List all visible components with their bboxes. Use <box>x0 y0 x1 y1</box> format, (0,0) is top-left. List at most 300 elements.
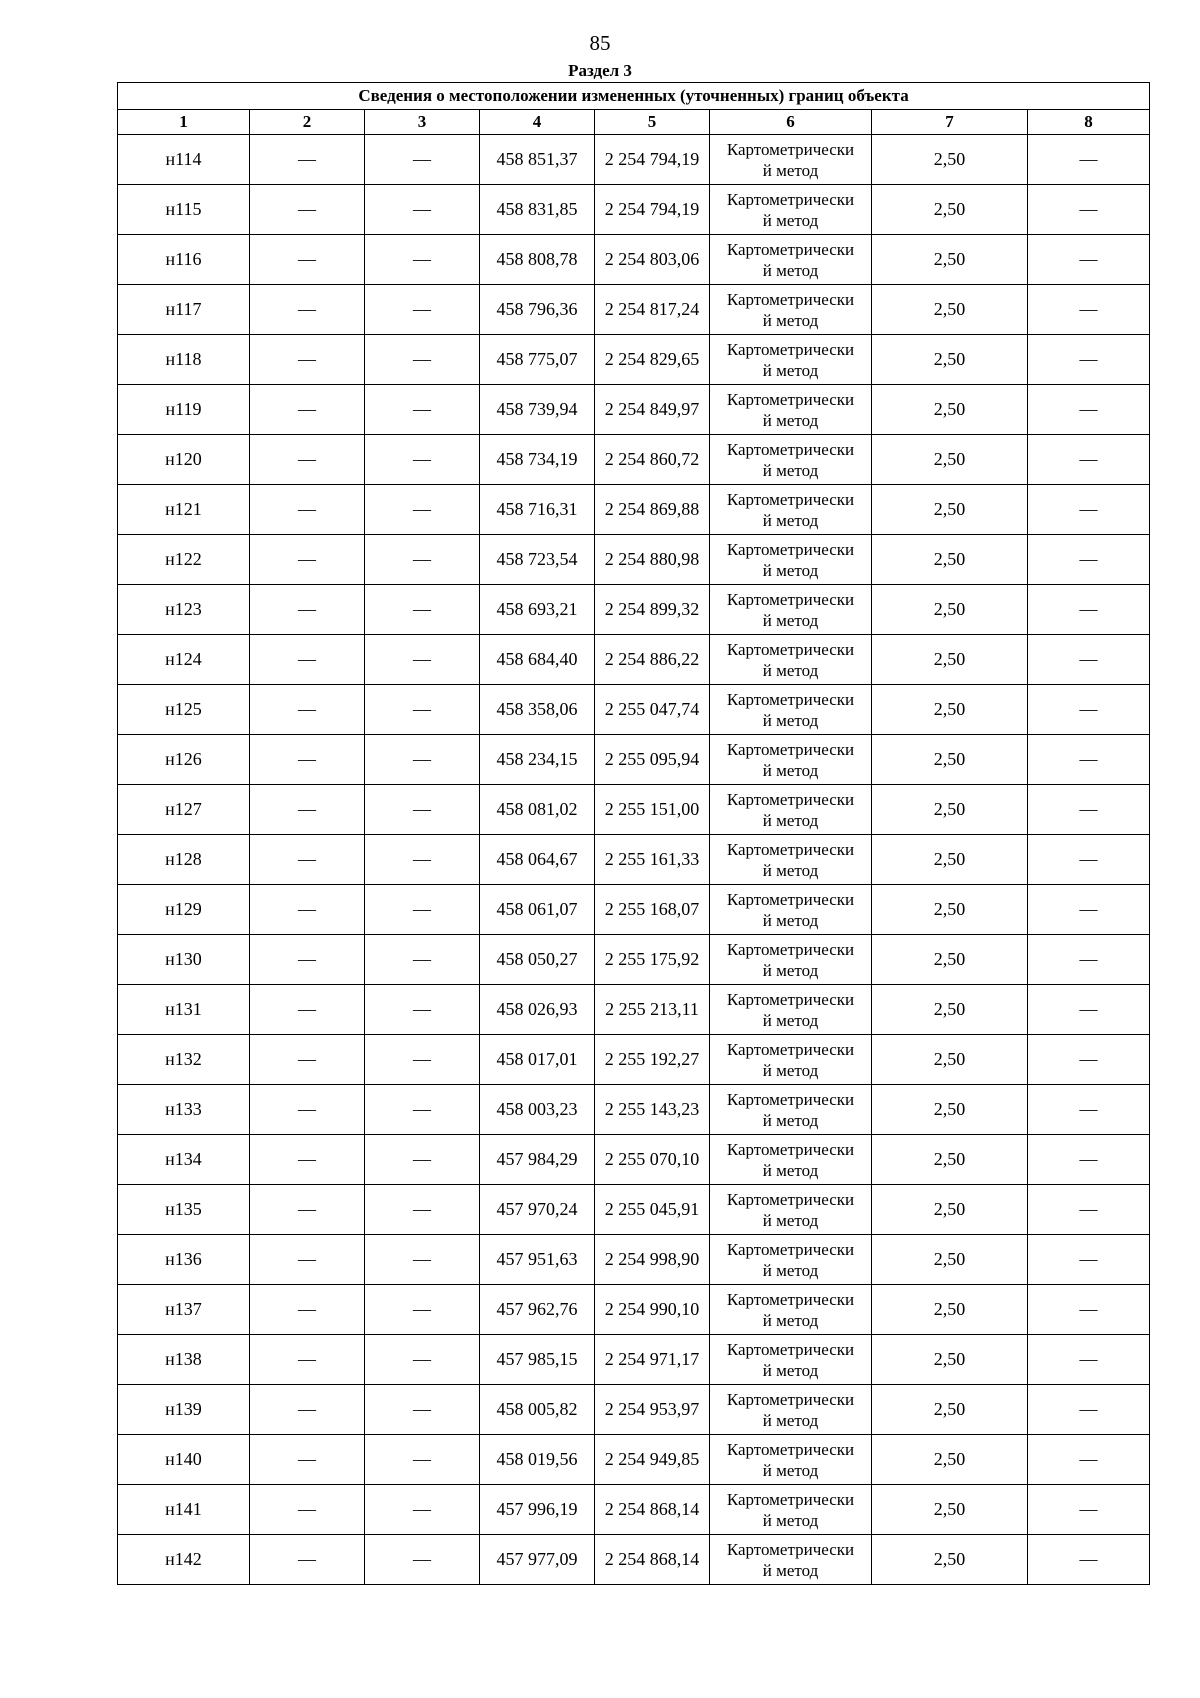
cell-col-2: — <box>250 185 365 235</box>
method-text-line: й метод <box>762 660 819 680</box>
cell-col-8: — <box>1028 1535 1150 1585</box>
cell-col-8: — <box>1028 835 1150 885</box>
method-text-line: й метод <box>762 1310 819 1330</box>
cell-col-8: — <box>1028 485 1150 535</box>
method-text-line: Картометрически <box>726 539 855 559</box>
table-row <box>118 285 1150 335</box>
cell-col-8: — <box>1028 385 1150 435</box>
table-row <box>118 1485 1150 1535</box>
accuracy-cell: 2,50 <box>872 1085 1028 1135</box>
accuracy-cell: 2,50 <box>872 635 1028 685</box>
x-coordinate-cell: 458 358,06 <box>480 685 595 735</box>
table-row <box>118 335 1150 385</box>
cell-col-3: — <box>365 1135 480 1185</box>
method-cell <box>710 1535 872 1585</box>
accuracy-cell: 2,50 <box>872 835 1028 885</box>
method-cell <box>710 935 872 985</box>
cell-col-2: — <box>250 1085 365 1135</box>
cell-col-8: — <box>1028 635 1150 685</box>
point-number-cell: н123 <box>118 585 250 635</box>
method-text-line: й метод <box>762 1510 819 1530</box>
table-row <box>118 1335 1150 1385</box>
method-cell <box>710 685 872 735</box>
cell-col-2: — <box>250 535 365 585</box>
boundary-coordinates-table <box>117 82 1150 1585</box>
method-cell <box>710 1235 872 1285</box>
column-number: 1 <box>118 110 250 135</box>
method-text-line: й метод <box>762 1260 819 1280</box>
method-text-line: Картометрически <box>726 589 855 609</box>
cell-col-2: — <box>250 335 365 385</box>
method-cell <box>710 1285 872 1335</box>
cell-col-2: — <box>250 1435 365 1485</box>
method-text-line: й метод <box>762 1460 819 1480</box>
cell-col-8: — <box>1028 785 1150 835</box>
x-coordinate-cell: 457 985,15 <box>480 1335 595 1385</box>
cell-col-8: — <box>1028 1385 1150 1435</box>
point-number-cell: н141 <box>118 1485 250 1535</box>
y-coordinate-cell: 2 254 886,22 <box>595 635 710 685</box>
table-row <box>118 835 1150 885</box>
method-text-line: й метод <box>762 960 819 980</box>
method-cell <box>710 985 872 1035</box>
x-coordinate-cell: 458 851,37 <box>480 135 595 185</box>
cell-col-2: — <box>250 1335 365 1385</box>
method-text-line: й метод <box>762 260 819 280</box>
point-number-cell: н129 <box>118 885 250 935</box>
cell-col-2: — <box>250 785 365 835</box>
column-number: 2 <box>250 110 365 135</box>
cell-col-2: — <box>250 835 365 885</box>
method-text-line: й метод <box>762 1010 819 1030</box>
y-coordinate-cell: 2 255 151,00 <box>595 785 710 835</box>
accuracy-cell: 2,50 <box>872 885 1028 935</box>
method-cell <box>710 885 872 935</box>
cell-col-8: — <box>1028 1085 1150 1135</box>
y-coordinate-cell: 2 254 860,72 <box>595 435 710 485</box>
point-number-cell: н137 <box>118 1285 250 1335</box>
cell-col-3: — <box>365 885 480 935</box>
point-number-cell: н140 <box>118 1435 250 1485</box>
table-row <box>118 985 1150 1035</box>
point-number-cell: н119 <box>118 385 250 435</box>
y-coordinate-cell: 2 255 192,27 <box>595 1035 710 1085</box>
cell-col-8: — <box>1028 985 1150 1035</box>
cell-col-8: — <box>1028 735 1150 785</box>
method-cell <box>710 635 872 685</box>
cell-col-3: — <box>365 235 480 285</box>
x-coordinate-cell: 458 796,36 <box>480 285 595 335</box>
method-cell <box>710 835 872 885</box>
point-number-cell: н138 <box>118 1335 250 1385</box>
y-coordinate-cell: 2 254 794,19 <box>595 185 710 235</box>
method-text-line: Картометрически <box>726 1039 855 1059</box>
method-text-line: й метод <box>762 1160 819 1180</box>
table-row <box>118 1435 1150 1485</box>
y-coordinate-cell: 2 254 990,10 <box>595 1285 710 1335</box>
x-coordinate-cell: 458 026,93 <box>480 985 595 1035</box>
point-number-cell: н142 <box>118 1535 250 1585</box>
cell-col-8: — <box>1028 1285 1150 1335</box>
x-coordinate-cell: 458 050,27 <box>480 935 595 985</box>
method-text-line: Картометрически <box>726 389 855 409</box>
table-row <box>118 1135 1150 1185</box>
method-cell <box>710 435 872 485</box>
method-text-line: й метод <box>762 1560 819 1580</box>
cell-col-8: — <box>1028 1235 1150 1285</box>
accuracy-cell: 2,50 <box>872 185 1028 235</box>
cell-col-3: — <box>365 1435 480 1485</box>
y-coordinate-cell: 2 254 899,32 <box>595 585 710 635</box>
method-text-line: й метод <box>762 210 819 230</box>
accuracy-cell: 2,50 <box>872 1385 1028 1435</box>
cell-col-3: — <box>365 1385 480 1435</box>
y-coordinate-cell: 2 254 869,88 <box>595 485 710 535</box>
y-coordinate-cell: 2 254 998,90 <box>595 1235 710 1285</box>
accuracy-cell: 2,50 <box>872 1185 1028 1235</box>
accuracy-cell: 2,50 <box>872 735 1028 785</box>
x-coordinate-cell: 458 003,23 <box>480 1085 595 1135</box>
method-text-line: Картометрически <box>726 939 855 959</box>
y-coordinate-cell: 2 254 971,17 <box>595 1335 710 1385</box>
y-coordinate-cell: 2 254 794,19 <box>595 135 710 185</box>
cell-col-8: — <box>1028 435 1150 485</box>
cell-col-3: — <box>365 985 480 1035</box>
y-coordinate-cell: 2 254 868,14 <box>595 1485 710 1535</box>
cell-col-8: — <box>1028 1135 1150 1185</box>
accuracy-cell: 2,50 <box>872 1135 1028 1185</box>
column-number: 8 <box>1028 110 1150 135</box>
column-number: 7 <box>872 110 1028 135</box>
cell-col-8: — <box>1028 1335 1150 1385</box>
point-number-cell: н131 <box>118 985 250 1035</box>
x-coordinate-cell: 457 977,09 <box>480 1535 595 1585</box>
method-cell <box>710 1135 872 1185</box>
point-number-cell: н122 <box>118 535 250 585</box>
cell-col-2: — <box>250 885 365 935</box>
column-number: 4 <box>480 110 595 135</box>
cell-col-8: — <box>1028 1035 1150 1085</box>
cell-col-2: — <box>250 635 365 685</box>
accuracy-cell: 2,50 <box>872 285 1028 335</box>
accuracy-cell: 2,50 <box>872 385 1028 435</box>
cell-col-3: — <box>365 285 480 335</box>
method-text-line: й метод <box>762 1060 819 1080</box>
method-text-line: Картометрически <box>726 239 855 259</box>
y-coordinate-cell: 2 254 949,85 <box>595 1435 710 1485</box>
table-body <box>118 135 1150 1585</box>
cell-col-2: — <box>250 385 365 435</box>
cell-col-2: — <box>250 985 365 1035</box>
accuracy-cell: 2,50 <box>872 435 1028 485</box>
y-coordinate-cell: 2 254 829,65 <box>595 335 710 385</box>
method-text-line: й метод <box>762 610 819 630</box>
point-number-cell: н126 <box>118 735 250 785</box>
method-cell <box>710 135 872 185</box>
x-coordinate-cell: 458 061,07 <box>480 885 595 935</box>
table-row <box>118 585 1150 635</box>
method-cell <box>710 1185 872 1235</box>
cell-col-8: — <box>1028 335 1150 385</box>
method-text-line: Картометрически <box>726 1439 855 1459</box>
method-text-line: й метод <box>762 410 819 430</box>
method-cell <box>710 335 872 385</box>
method-cell <box>710 1335 872 1385</box>
x-coordinate-cell: 457 996,19 <box>480 1485 595 1535</box>
cell-col-3: — <box>365 535 480 585</box>
cell-col-3: — <box>365 835 480 885</box>
method-text-line: Картометрически <box>726 339 855 359</box>
point-number-cell: н130 <box>118 935 250 985</box>
point-number-cell: н117 <box>118 285 250 335</box>
table-row <box>118 1285 1150 1335</box>
method-cell <box>710 1085 872 1135</box>
method-cell <box>710 1485 872 1535</box>
cell-col-8: — <box>1028 1185 1150 1235</box>
table-row <box>118 1085 1150 1135</box>
accuracy-cell: 2,50 <box>872 935 1028 985</box>
x-coordinate-cell: 458 684,40 <box>480 635 595 685</box>
table-row <box>118 785 1150 835</box>
point-number-cell: н118 <box>118 335 250 385</box>
cell-col-2: — <box>250 1185 365 1235</box>
y-coordinate-cell: 2 255 070,10 <box>595 1135 710 1185</box>
table-row <box>118 1185 1150 1235</box>
cell-col-3: — <box>365 1035 480 1085</box>
method-text-line: Картометрически <box>726 1289 855 1309</box>
cell-col-8: — <box>1028 535 1150 585</box>
table-row <box>118 535 1150 585</box>
accuracy-cell: 2,50 <box>872 1535 1028 1585</box>
method-text-line: й метод <box>762 1360 819 1380</box>
cell-col-3: — <box>365 1285 480 1335</box>
accuracy-cell: 2,50 <box>872 485 1028 535</box>
method-text-line: Картометрически <box>726 739 855 759</box>
table-row <box>118 185 1150 235</box>
cell-col-3: — <box>365 1085 480 1135</box>
x-coordinate-cell: 458 831,85 <box>480 185 595 235</box>
method-text-line: Картометрически <box>726 989 855 1009</box>
cell-col-3: — <box>365 635 480 685</box>
method-text-line: Картометрически <box>726 789 855 809</box>
method-text-line: й метод <box>762 160 819 180</box>
method-text-line: Картометрически <box>726 489 855 509</box>
method-text-line: Картометрически <box>726 639 855 659</box>
cell-col-3: — <box>365 185 480 235</box>
x-coordinate-cell: 457 970,24 <box>480 1185 595 1235</box>
cell-col-3: — <box>365 585 480 635</box>
x-coordinate-cell: 458 723,54 <box>480 535 595 585</box>
accuracy-cell: 2,50 <box>872 585 1028 635</box>
method-cell <box>710 1435 872 1485</box>
x-coordinate-cell: 458 081,02 <box>480 785 595 835</box>
method-text-line: Картометрически <box>726 189 855 209</box>
table-row <box>118 1235 1150 1285</box>
cell-col-8: — <box>1028 285 1150 335</box>
accuracy-cell: 2,50 <box>872 1335 1028 1385</box>
table-row <box>118 1035 1150 1085</box>
table-row <box>118 435 1150 485</box>
x-coordinate-cell: 458 693,21 <box>480 585 595 635</box>
cell-col-2: — <box>250 1385 365 1435</box>
method-text-line: Картометрически <box>726 839 855 859</box>
table-row <box>118 735 1150 785</box>
point-number-cell: н128 <box>118 835 250 885</box>
table-row <box>118 385 1150 435</box>
cell-col-3: — <box>365 135 480 185</box>
cell-col-2: — <box>250 585 365 635</box>
method-text-line: й метод <box>762 460 819 480</box>
x-coordinate-cell: 457 984,29 <box>480 1135 595 1185</box>
cell-col-2: — <box>250 435 365 485</box>
accuracy-cell: 2,50 <box>872 1285 1028 1335</box>
method-text-line: Картометрически <box>726 1339 855 1359</box>
y-coordinate-cell: 2 255 143,23 <box>595 1085 710 1135</box>
accuracy-cell: 2,50 <box>872 1485 1028 1535</box>
y-coordinate-cell: 2 254 817,24 <box>595 285 710 335</box>
method-cell <box>710 535 872 585</box>
cell-col-8: — <box>1028 185 1150 235</box>
method-text-line: Картометрически <box>726 1089 855 1109</box>
method-text-line: й метод <box>762 860 819 880</box>
point-number-cell: н124 <box>118 635 250 685</box>
table-row <box>118 935 1150 985</box>
table-row <box>118 135 1150 185</box>
point-number-cell: н133 <box>118 1085 250 1135</box>
section-title: Раздел 3 <box>568 61 632 80</box>
point-number-cell: н121 <box>118 485 250 535</box>
cell-col-2: — <box>250 285 365 335</box>
cell-col-8: — <box>1028 585 1150 635</box>
accuracy-cell: 2,50 <box>872 785 1028 835</box>
y-coordinate-cell: 2 254 849,97 <box>595 385 710 435</box>
cell-col-2: — <box>250 685 365 735</box>
column-number: 6 <box>710 110 872 135</box>
table-row <box>118 685 1150 735</box>
cell-col-3: — <box>365 1485 480 1535</box>
point-number-cell: н120 <box>118 435 250 485</box>
table-row <box>118 1385 1150 1435</box>
cell-col-3: — <box>365 1335 480 1385</box>
cell-col-8: — <box>1028 885 1150 935</box>
method-text-line: Картометрически <box>726 439 855 459</box>
x-coordinate-cell: 458 775,07 <box>480 335 595 385</box>
accuracy-cell: 2,50 <box>872 1035 1028 1085</box>
method-text-line: й метод <box>762 910 819 930</box>
cell-col-8: — <box>1028 235 1150 285</box>
method-cell <box>710 1385 872 1435</box>
method-text-line: Картометрически <box>726 139 855 159</box>
method-cell <box>710 185 872 235</box>
method-text-line: й метод <box>762 510 819 530</box>
table-caption: Сведения о местоположении измененных (уточненных) границ объекта <box>118 83 1150 110</box>
column-number: 3 <box>365 110 480 135</box>
method-text-line: й метод <box>762 710 819 730</box>
cell-col-3: — <box>365 485 480 535</box>
point-number-cell: н134 <box>118 1135 250 1185</box>
method-text-line: Картометрически <box>726 1389 855 1409</box>
method-text-line: Картометрически <box>726 1489 855 1509</box>
cell-col-2: — <box>250 735 365 785</box>
cell-col-3: — <box>365 335 480 385</box>
method-text-line: й метод <box>762 360 819 380</box>
y-coordinate-cell: 2 254 880,98 <box>595 535 710 585</box>
cell-col-3: — <box>365 1235 480 1285</box>
method-text-line: й метод <box>762 310 819 330</box>
point-number-cell: н115 <box>118 185 250 235</box>
table-row <box>118 235 1150 285</box>
method-text-line: Картометрически <box>726 1539 855 1559</box>
cell-col-2: — <box>250 1285 365 1335</box>
y-coordinate-cell: 2 255 095,94 <box>595 735 710 785</box>
point-number-cell: н114 <box>118 135 250 185</box>
y-coordinate-cell: 2 254 803,06 <box>595 235 710 285</box>
method-cell <box>710 285 872 335</box>
cell-col-2: — <box>250 935 365 985</box>
method-text-line: й метод <box>762 1210 819 1230</box>
point-number-cell: н127 <box>118 785 250 835</box>
method-cell <box>710 485 872 535</box>
x-coordinate-cell: 458 019,56 <box>480 1435 595 1485</box>
cell-col-2: — <box>250 235 365 285</box>
cell-col-8: — <box>1028 135 1150 185</box>
method-cell <box>710 735 872 785</box>
cell-col-3: — <box>365 735 480 785</box>
accuracy-cell: 2,50 <box>872 1435 1028 1485</box>
cell-col-3: — <box>365 1535 480 1585</box>
method-text-line: Картометрически <box>726 1139 855 1159</box>
method-text-line: Картометрически <box>726 289 855 309</box>
x-coordinate-cell: 458 739,94 <box>480 385 595 435</box>
point-number-cell: н132 <box>118 1035 250 1085</box>
method-text-line: й метод <box>762 1410 819 1430</box>
y-coordinate-cell: 2 255 161,33 <box>595 835 710 885</box>
cell-col-8: — <box>1028 685 1150 735</box>
method-cell <box>710 385 872 435</box>
point-number-cell: н116 <box>118 235 250 285</box>
method-text-line: Картометрически <box>726 1189 855 1209</box>
accuracy-cell: 2,50 <box>872 685 1028 735</box>
y-coordinate-cell: 2 255 213,11 <box>595 985 710 1035</box>
cell-col-3: — <box>365 685 480 735</box>
method-text-line: й метод <box>762 560 819 580</box>
x-coordinate-cell: 458 017,01 <box>480 1035 595 1085</box>
cell-col-3: — <box>365 435 480 485</box>
x-coordinate-cell: 458 234,15 <box>480 735 595 785</box>
table-row <box>118 885 1150 935</box>
cell-col-8: — <box>1028 1485 1150 1535</box>
page-number: 85 <box>589 31 611 55</box>
cell-col-2: — <box>250 1035 365 1085</box>
y-coordinate-cell: 2 255 047,74 <box>595 685 710 735</box>
cell-col-2: — <box>250 1485 365 1535</box>
cell-col-3: — <box>365 385 480 435</box>
cell-col-3: — <box>365 935 480 985</box>
x-coordinate-cell: 458 734,19 <box>480 435 595 485</box>
cell-col-2: — <box>250 1135 365 1185</box>
y-coordinate-cell: 2 255 168,07 <box>595 885 710 935</box>
method-text-line: й метод <box>762 810 819 830</box>
cell-col-3: — <box>365 1185 480 1235</box>
x-coordinate-cell: 458 808,78 <box>480 235 595 285</box>
accuracy-cell: 2,50 <box>872 1235 1028 1285</box>
cell-col-2: — <box>250 1535 365 1585</box>
accuracy-cell: 2,50 <box>872 335 1028 385</box>
method-text-line: Картометрически <box>726 689 855 709</box>
method-cell <box>710 585 872 635</box>
x-coordinate-cell: 457 962,76 <box>480 1285 595 1335</box>
cell-col-8: — <box>1028 1435 1150 1485</box>
